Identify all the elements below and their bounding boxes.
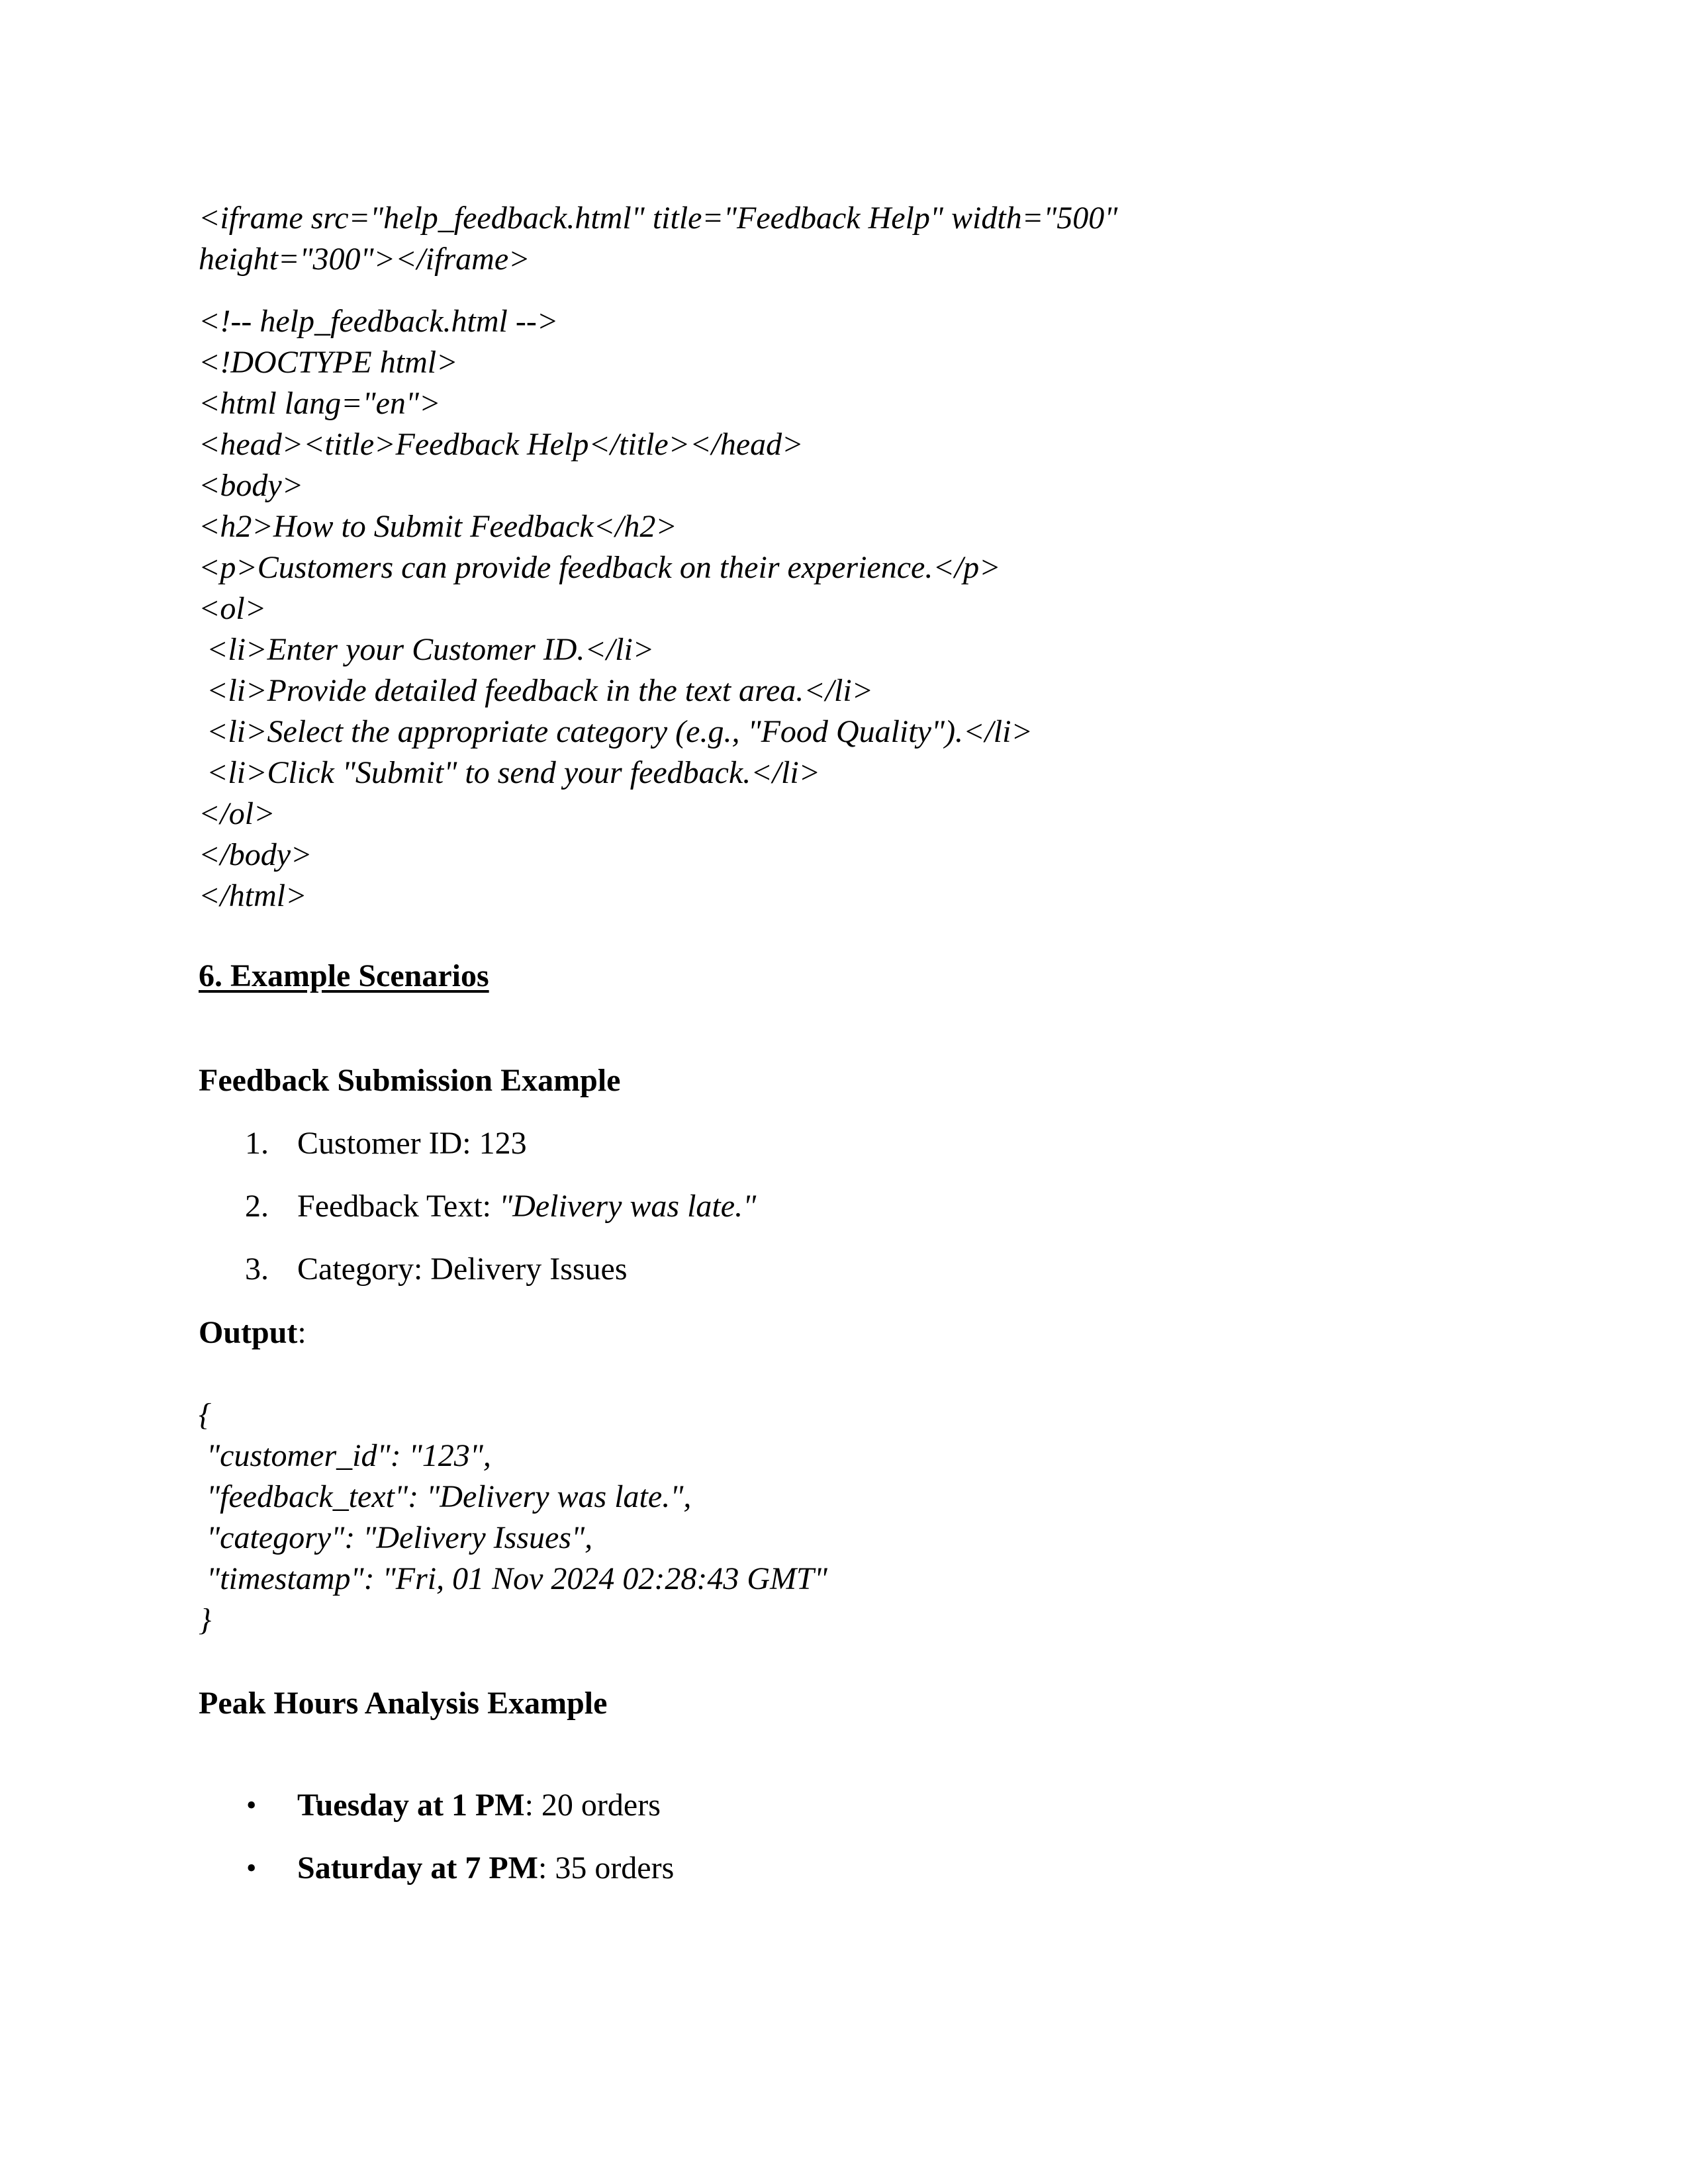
code-line: height="300"></iframe> [199, 242, 530, 277]
output-label-line [199, 1312, 306, 1353]
code-line: "feedback_text": "Delivery was late.", [199, 1479, 692, 1514]
code-line: <html lang="en"> [199, 386, 441, 421]
item-label: Feedback Text: [297, 1189, 499, 1224]
list-number: 1. [245, 1126, 269, 1161]
code-line: </body> [199, 837, 312, 872]
item-value: : 35 orders [538, 1850, 675, 1886]
bullet-icon: • [246, 1789, 257, 1821]
iframe-code-snippet [199, 198, 1117, 280]
code-line: </ol> [199, 796, 275, 831]
item-value: : 20 orders [524, 1788, 661, 1823]
code-line: <body> [199, 468, 304, 503]
code-line: <li>Provide detailed feedback in the text area.</li> [199, 673, 874, 708]
code-line: <!DOCTYPE html> [199, 345, 458, 380]
code-line: <iframe src="help_feedback.html" title="Feedback Help" width="500" [199, 201, 1118, 236]
code-line: <li>Select the appropriate category (e.g., "Food Quality").</li> [199, 714, 1033, 749]
code-line: <h2>How to Submit Feedback</h2> [199, 509, 677, 544]
list-item-text [297, 1848, 674, 1889]
code-line: { [199, 1397, 212, 1432]
code-line: <ol> [199, 591, 267, 626]
item-value: Delivery Issues [430, 1251, 628, 1287]
code-line: <head><title>Feedback Help</title></head> [199, 427, 804, 462]
item-label: Customer ID: [297, 1126, 479, 1161]
code-line: "category": "Delivery Issues", [199, 1520, 593, 1555]
item-label: Saturday at 7 PM [297, 1850, 538, 1886]
item-label: Tuesday at 1 PM [297, 1788, 525, 1823]
list-item-text [297, 1249, 628, 1290]
item-label: Category: [297, 1251, 431, 1287]
code-line: </html> [199, 878, 307, 913]
list-item-text [297, 1186, 756, 1227]
list-number: 2. [245, 1189, 269, 1224]
code-line: } [199, 1602, 212, 1637]
bullet-icon: • [246, 1852, 257, 1884]
json-output-code [199, 1394, 827, 1641]
code-line: <li>Enter your Customer ID.</li> [199, 632, 655, 667]
help-feedback-html-code [199, 301, 1033, 917]
code-line: <!-- help_feedback.html --> [199, 304, 559, 339]
output-colon: : [297, 1315, 306, 1350]
list-item-text [297, 1123, 527, 1164]
code-line: "customer_id": "123", [199, 1438, 491, 1473]
code-line: <li>Click "Submit" to send your feedback.</li> [199, 755, 821, 790]
code-line: "timestamp": "Fri, 01 Nov 2024 02:28:43 GMT" [199, 1561, 827, 1596]
list-number: 3. [245, 1251, 269, 1287]
item-value: 123 [479, 1126, 527, 1161]
output-label: Output [199, 1315, 298, 1350]
feedback-example-heading: Feedback Submission Example [199, 1063, 621, 1098]
section-heading: 6. Example Scenarios [199, 958, 489, 993]
item-value: "Delivery was late." [499, 1189, 757, 1224]
peak-hours-heading: Peak Hours Analysis Example [199, 1686, 608, 1721]
code-line: <p>Customers can provide feedback on their experience.</p> [199, 550, 1001, 585]
list-item-text [297, 1785, 661, 1826]
